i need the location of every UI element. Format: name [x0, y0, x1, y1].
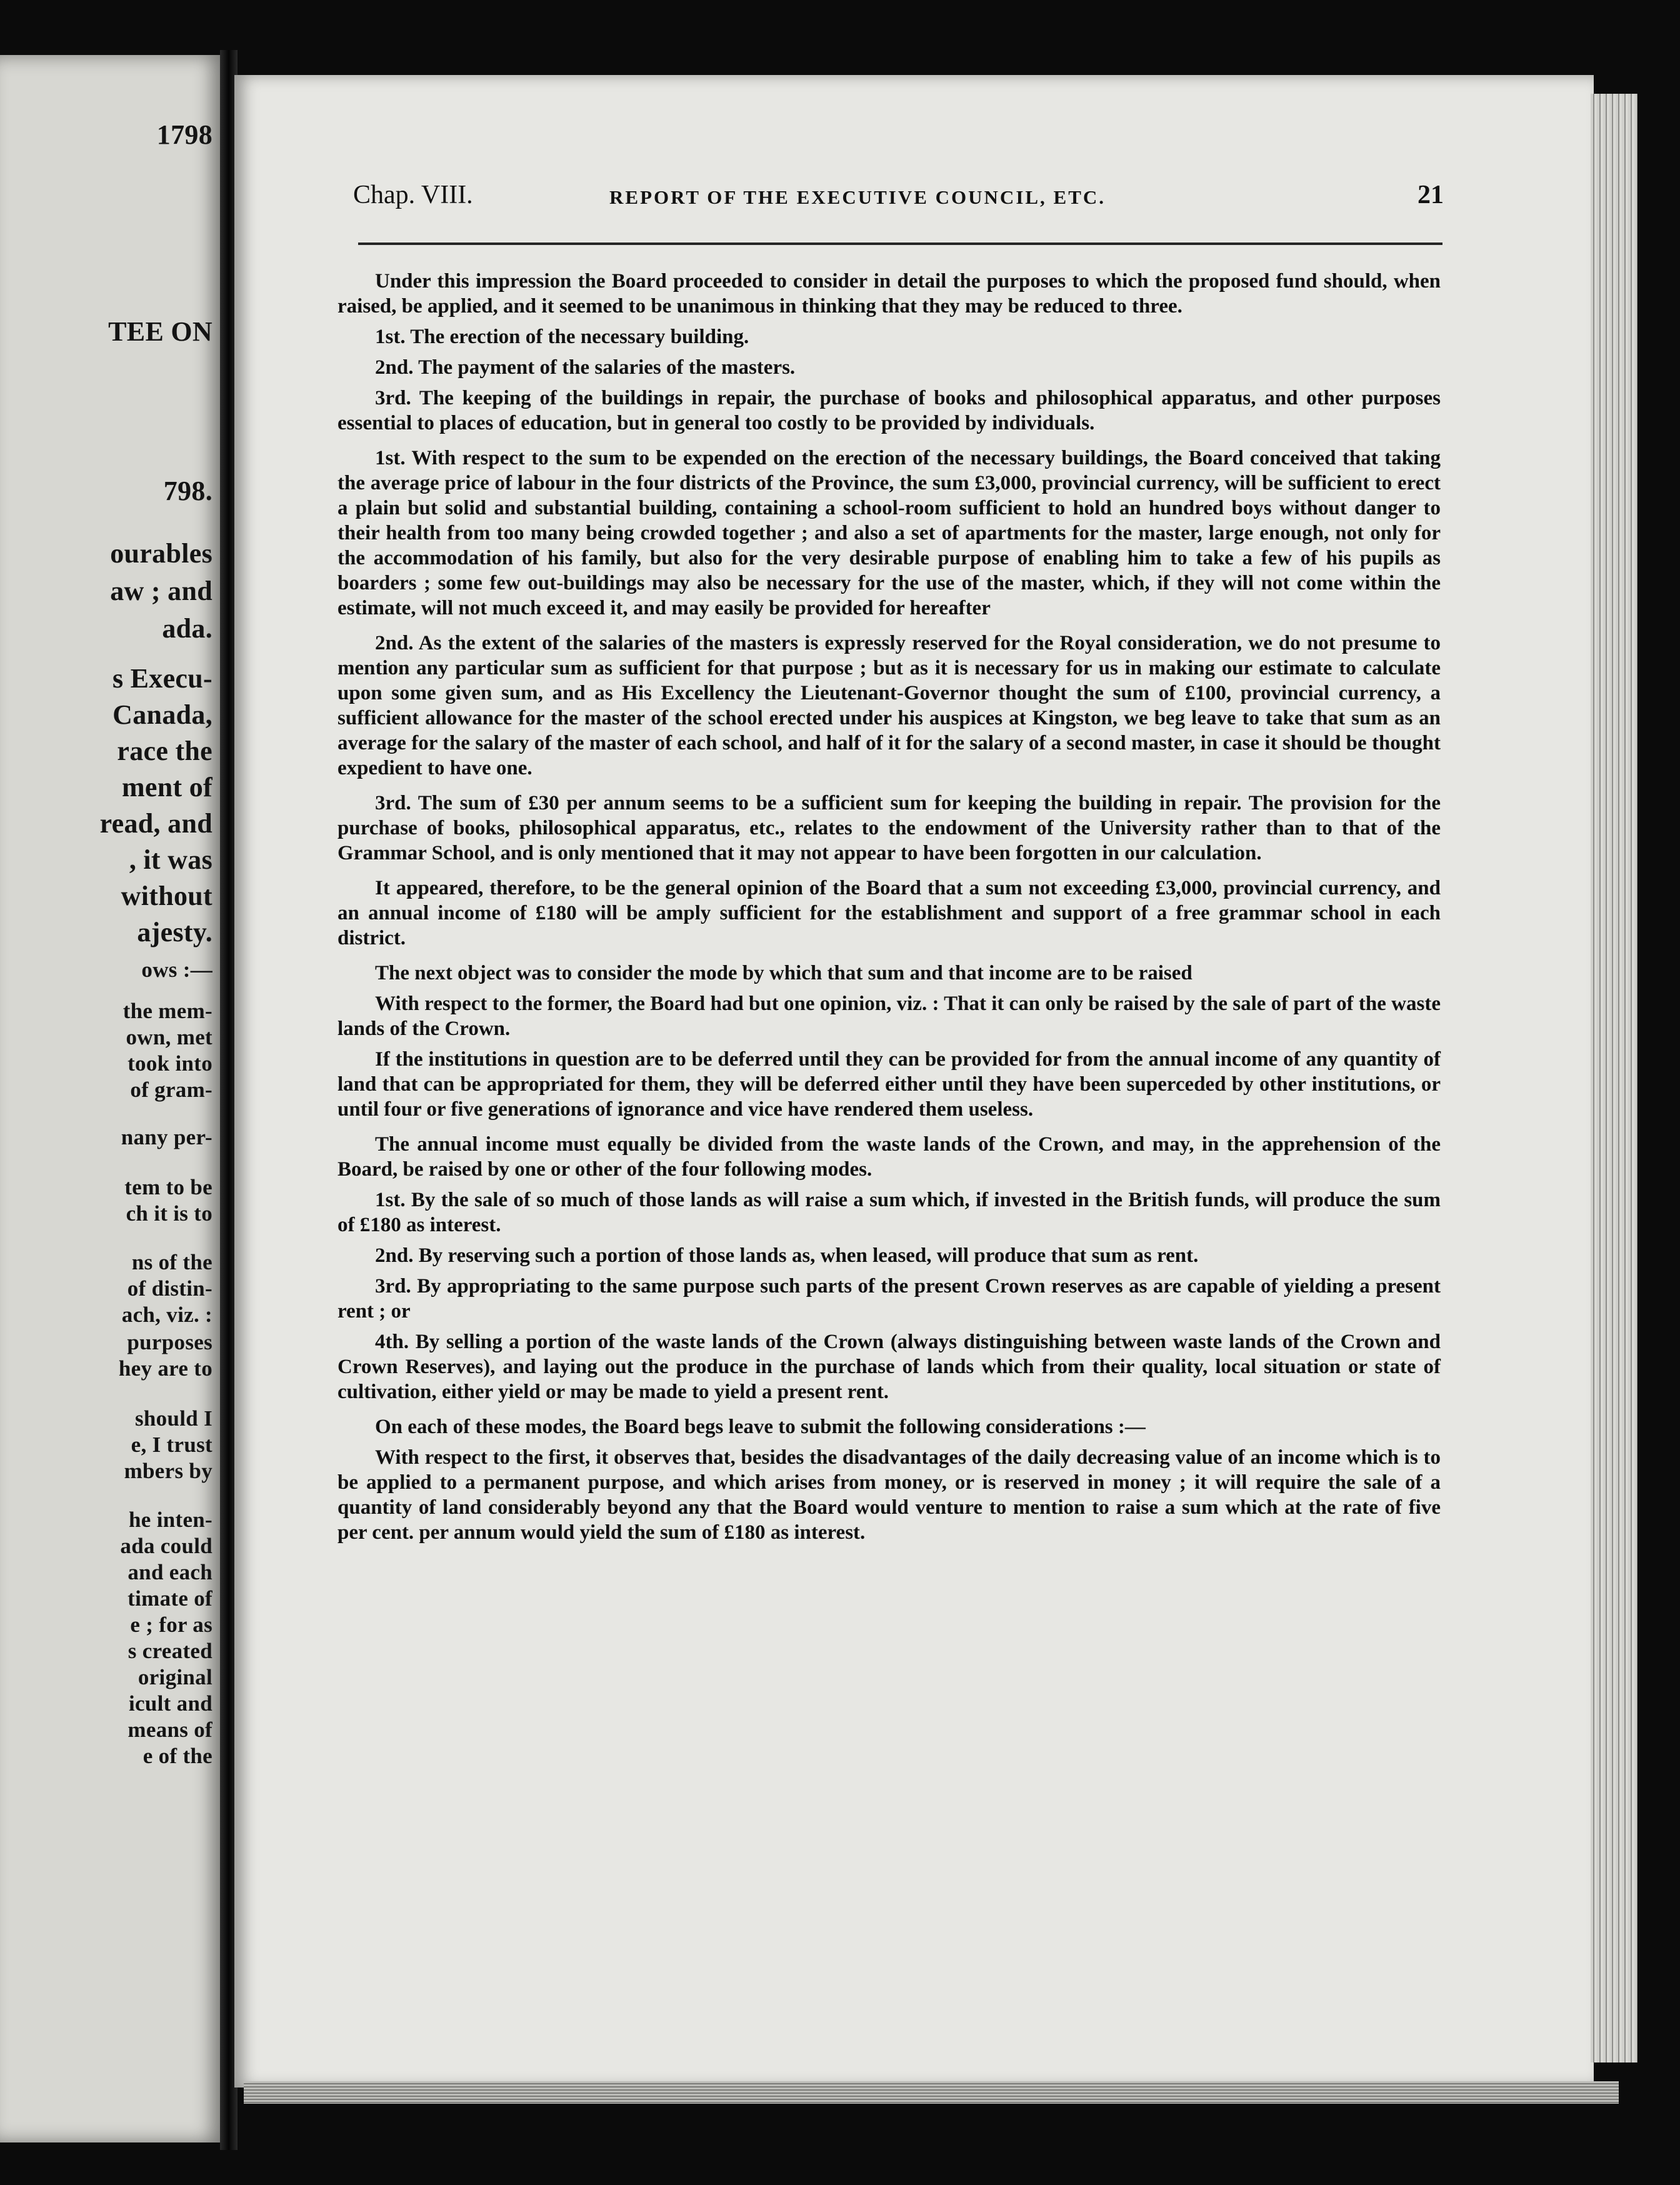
paragraph: 1st. By the sale of so much of those lands as will raise a sum which, if invested in the British funds, will produce the sum of £180 as interest.: [338, 1189, 1441, 1236]
left-page-line: hey are to: [118, 1356, 212, 1381]
left-page-line: s created: [128, 1639, 212, 1663]
paragraph: 4th. By selling a portion of the waste lands of the Crown (always distinguishing between waste lands of the Crown and Crown Reserves), and laying out the produce in the purchase of lands which from their quality, local situation or state of cultivation, either yield or may be made to yield a present rent.: [338, 1331, 1441, 1403]
paragraph: If the institutions in question are to be deferred until they can be provided for from the annual income of any quantity of land that can be appropriated for them, they will be deferred either until they have been superceded by other institutions, or until four or five generations of ignorance and vice have rendered them useless.: [338, 1048, 1441, 1121]
left-page-line: without: [121, 881, 212, 911]
left-page-line: e, I trust: [131, 1432, 212, 1457]
left-page-line: read, and: [99, 808, 212, 839]
left-page-line: 1798: [156, 119, 212, 150]
paragraph: Under this impression the Board proceeded to consider in detail the purposes to which the proposed fund should, when raised, be applied, and it seemed to be unanimous in thinking that they may be reduced to three.: [338, 270, 1441, 318]
left-page-line: ach, viz. :: [121, 1302, 212, 1327]
left-page-line: ada.: [162, 613, 212, 644]
left-page-line: s Execu-: [112, 663, 212, 694]
left-page-line: aw ; and: [110, 576, 212, 606]
left-page-line: race the: [117, 736, 212, 766]
left-page-line: tem to be: [124, 1175, 212, 1199]
paragraph: 3rd. The keeping of the buildings in repair, the purchase of books and philosophical apparatus, and other purposes essential to places of education, but in general too costly to be provided by individuals.: [338, 387, 1441, 434]
left-page-line: ns of the: [131, 1250, 212, 1274]
left-page-line: own, met: [126, 1025, 212, 1049]
left-page-line: ada could: [120, 1534, 212, 1558]
left-page-line: e of the: [142, 1744, 212, 1768]
left-page-line: of gram-: [130, 1078, 212, 1102]
running-title: REPORT OF THE EXECUTIVE COUNCIL, ETC.: [609, 186, 1106, 208]
left-page-line: means of: [128, 1718, 212, 1742]
left-page-line: e ; for as: [130, 1612, 212, 1637]
paragraph: With respect to the former, the Board had but one opinion, viz. : That it can only be raised by the sale of part of the waste lands of the Crown.: [338, 992, 1441, 1040]
paragraph: It appeared, therefore, to be the general opinion of the Board that a sum not exceeding £3,000, provincial currency, and an annual income of £180 will be amply sufficient for the establishment and support of a free grammar school in each district.: [338, 877, 1441, 949]
left-page-line: original: [138, 1665, 212, 1689]
left-page-line: of distin-: [127, 1276, 212, 1301]
left-page-line: ajesty.: [137, 917, 212, 948]
left-page-line: timate of: [128, 1586, 212, 1611]
left-page-line: icult and: [129, 1691, 212, 1716]
paragraph: 3rd. The sum of £30 per annum seems to be a sufficient sum for keeping the building in repair. The provision for the purchase of books, philosophical apparatus, etc., relates to the endowment of the University rather than to that of the Grammar School, and is only mentioned that it may not appear to have been forgotten in our calculation.: [338, 792, 1441, 864]
left-page-line: TEE ON: [108, 316, 212, 347]
paragraph: With respect to the first, it observes that, besides the disadvantages of the daily decreasing value of an income which is to be applied to a permanent purpose, and which arises from money, or is reserved in money ; it will require the sale of a quantity of land considerably beyond any that the Board would venture to mention to raise a sum which at the rate of five per cent. per annum would yield the sum of £180 as interest.: [338, 1446, 1441, 1544]
paragraph: The next object was to consider the mode by which that sum and that income are to be raised: [375, 962, 1192, 984]
left-page-line: ourables: [110, 538, 212, 569]
paragraph: 2nd. By reserving such a portion of those lands as, when leased, will produce that sum as rent.: [375, 1244, 1199, 1267]
left-page-line: Canada,: [112, 699, 212, 730]
left-page-line: mbers by: [124, 1459, 212, 1483]
paragraph: 1st. With respect to the sum to be expended on the erection of the necessary buildings, the Board conceived that taking the average price of labour in the four districts of the Province, the sum £3,000, provincial currency, will be sufficient to erect a plain but solid and substantial building, containing a school-room sufficient to hold an hundred boys without danger to their health from too many being crowded together ; and also a set of apartments for the master, large enough, not only for the accommodation of his family, but also for the very desirable purpose of enabling him to take a few of his pupils as boarders ; some few out-buildings may also be necessary for the use of the master, which, if they will not come within the estimate, will not much exceed it, and may easily be provided for hereafter: [338, 447, 1441, 619]
left-page-line: he inten-: [129, 1508, 212, 1532]
left-page-line: ment of: [121, 772, 212, 802]
left-facing-page: [0, 55, 224, 2142]
paragraph: 2nd. As the extent of the salaries of the masters is expressly reserved for the Royal consideration, we do not presume to mention any particular sum as sufficient for that purpose ; but as it is necessary for us in making our estimate to calculate upon some given sum, and as His Excellency the Lieutenant-Governor thought the sum of £100, provincial currency, a sufficient allowance for the master of the school erected under his auspices at Kingston, we beg leave to take that sum as an average for the salary of the master of each school, and half of it for the salary of a second master, in case it should be thought expedient to have one.: [338, 632, 1441, 779]
page-bottom-edge: [244, 2081, 1619, 2104]
left-page-line: purposes: [127, 1330, 212, 1354]
left-page-line: should I: [134, 1406, 212, 1431]
body-text: [338, 269, 1441, 1551]
paragraph: 1st. The erection of the necessary building.: [375, 326, 749, 348]
paragraph: 2nd. The payment of the salaries of the masters.: [375, 356, 796, 379]
left-page-line: the mem-: [122, 999, 212, 1023]
paragraph: 3rd. By appropriating to the same purpose such parts of the present Crown reserves as are capable of yielding a present rent ; or: [338, 1275, 1441, 1322]
left-page-line: and each: [128, 1560, 212, 1584]
page-edges: [1591, 94, 1638, 2062]
page-number: 21: [1418, 181, 1444, 209]
header-rule: [358, 242, 1442, 245]
left-page-line: took into: [128, 1051, 212, 1076]
left-page-line: ows :—: [141, 958, 212, 982]
running-header: [353, 180, 1444, 218]
left-page-line: , it was: [129, 844, 212, 875]
left-page-line: ch it is to: [126, 1201, 212, 1226]
paragraph: The annual income must equally be divided from the waste lands of the Crown, and may, in the apprehension of the Board, be raised by one or other of the four following modes.: [338, 1133, 1441, 1181]
paragraph: On each of these modes, the Board begs leave to submit the following considerations :—: [375, 1416, 1146, 1438]
chapter-label: Chap. VIII.: [353, 181, 473, 209]
left-page-line: 798.: [163, 476, 212, 506]
left-page-line: nany per-: [121, 1125, 212, 1149]
